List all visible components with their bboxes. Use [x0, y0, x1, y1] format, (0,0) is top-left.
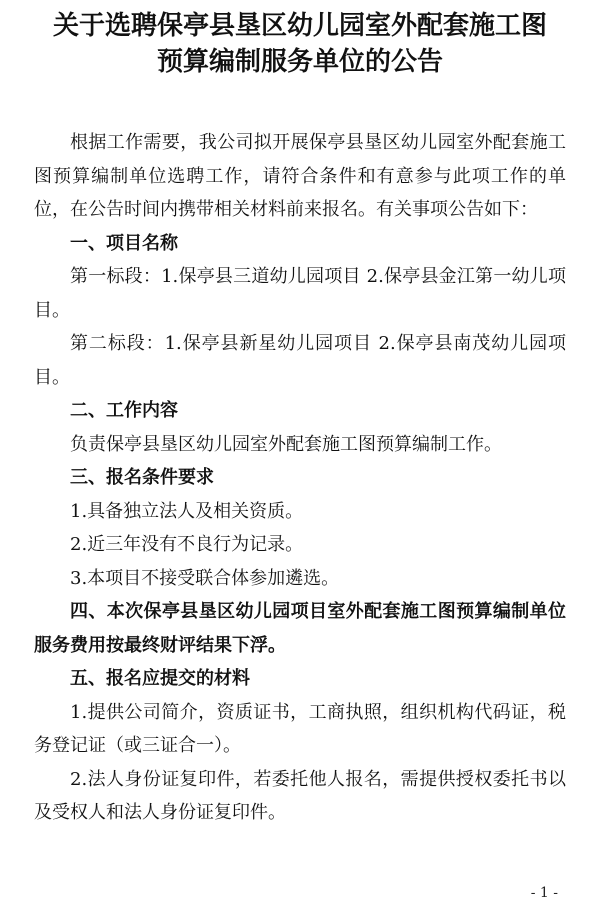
- section-1-paragraph-1: 第一标段：1.保亭县三道幼儿园项目 2.保亭县金江第一幼儿项目。: [34, 266, 566, 321]
- document-title: [34, 8, 566, 80]
- section-3-paragraph-2: 2.近三年没有不良行为记录。: [70, 534, 304, 555]
- section-5-paragraph-2: 2.法人身份证复印件，若委托他人报名，需提供授权委托书以及受权人和法人身份证复印件。: [34, 768, 566, 823]
- section-3-paragraph-3: 3.本项目不接受联合体参加遴选。: [70, 567, 340, 589]
- title-line-2: 预算编制服务单位的公告: [156, 47, 443, 77]
- section-5-heading: 五、报名应提交的材料: [70, 668, 250, 689]
- section-1-heading: 一、项目名称: [70, 232, 178, 254]
- document-body: [34, 126, 566, 830]
- section-1-paragraph-2: 第二标段：1.保亭县新星幼儿园项目 2.保亭县南茂幼儿园项目。: [34, 333, 566, 388]
- section-2-heading: 二、工作内容: [70, 400, 178, 421]
- intro-paragraph: 根据工作需要，我公司拟开展保亭县垦区幼儿园室外配套施工图预算编制单位选聘工作，请符合条件和有意参与此项工作的单位，在公告时间内携带相关材料前来报名。有关事项公告如下：: [34, 132, 566, 220]
- section-3-paragraph-1: 1.具备独立法人及相关资质。: [70, 500, 304, 522]
- section-2-paragraph-1: 负责保亭县垦区幼儿园室外配套施工图预算编制工作。: [70, 433, 502, 455]
- page-number: - 1 -: [530, 885, 558, 901]
- section-4-heading: 四、本次保亭县垦区幼儿园项目室外配套施工图预算编制单位服务费用按最终财评结果下浮。: [34, 601, 566, 656]
- section-3-heading: 三、报名条件要求: [70, 467, 214, 488]
- section-5-paragraph-1: 1.提供公司简介，资质证书，工商执照，组织机构代码证，税务登记证（或三证合一）。: [34, 701, 566, 756]
- title-line-1: 关于选聘保亭县垦区幼儿园室外配套施工图: [52, 11, 547, 41]
